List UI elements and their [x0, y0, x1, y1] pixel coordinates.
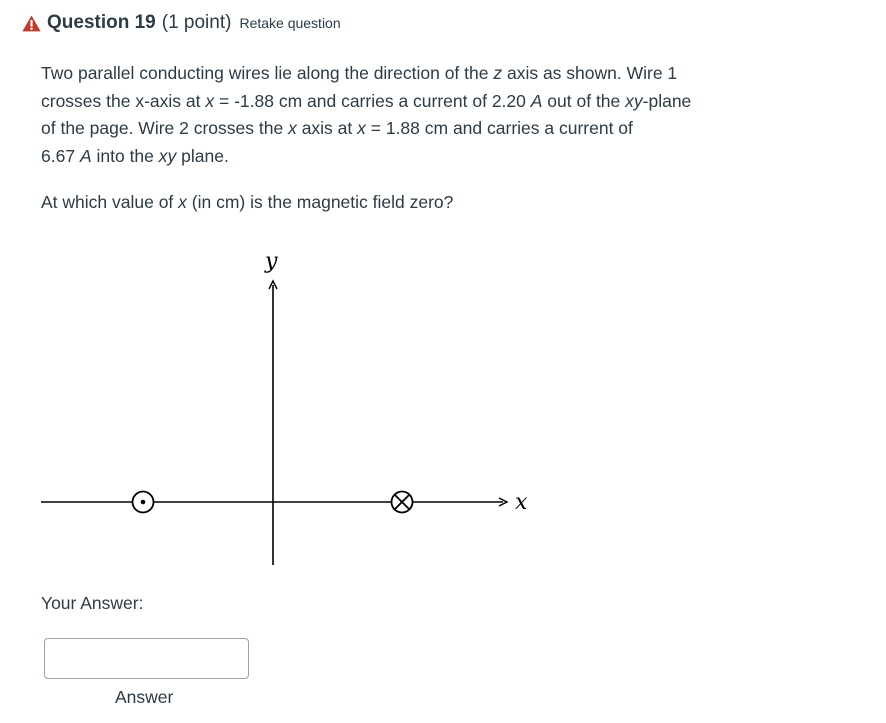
question-prompt: At which value of x (in cm) is the magnetic field zero?: [41, 192, 454, 212]
x-axis-label: x: [515, 490, 528, 515]
retake-question-link[interactable]: Retake question: [239, 15, 341, 31]
wire-diagram: [0, 240, 886, 580]
answer-caption: Answer: [115, 687, 174, 707]
question-title: Question 19: [47, 12, 156, 33]
y-axis-label: y: [265, 249, 278, 274]
question-body: [41, 60, 801, 170]
wire-2-into-page-icon: [392, 492, 413, 513]
answer-input[interactable]: [44, 638, 249, 679]
question-points: (1 point): [161, 12, 232, 33]
question-line: of the page. Wire 2 crosses the x axis at x = 1.88 cm and carries a current of: [41, 118, 633, 138]
question-line: Two parallel conducting wires lie along the direction of the z axis as shown. Wire 1: [41, 63, 678, 83]
wire-1-out-of-page-icon: [133, 492, 154, 513]
question-header: [22, 12, 341, 34]
warning-icon: [22, 15, 41, 32]
your-answer-label: Your Answer:: [41, 593, 144, 613]
question-line: crosses the x-axis at x = -1.88 cm and carries a current of 2.20 A out of the xy-plane: [41, 90, 692, 111]
question-line: 6.67 A into the xy plane.: [41, 145, 229, 166]
